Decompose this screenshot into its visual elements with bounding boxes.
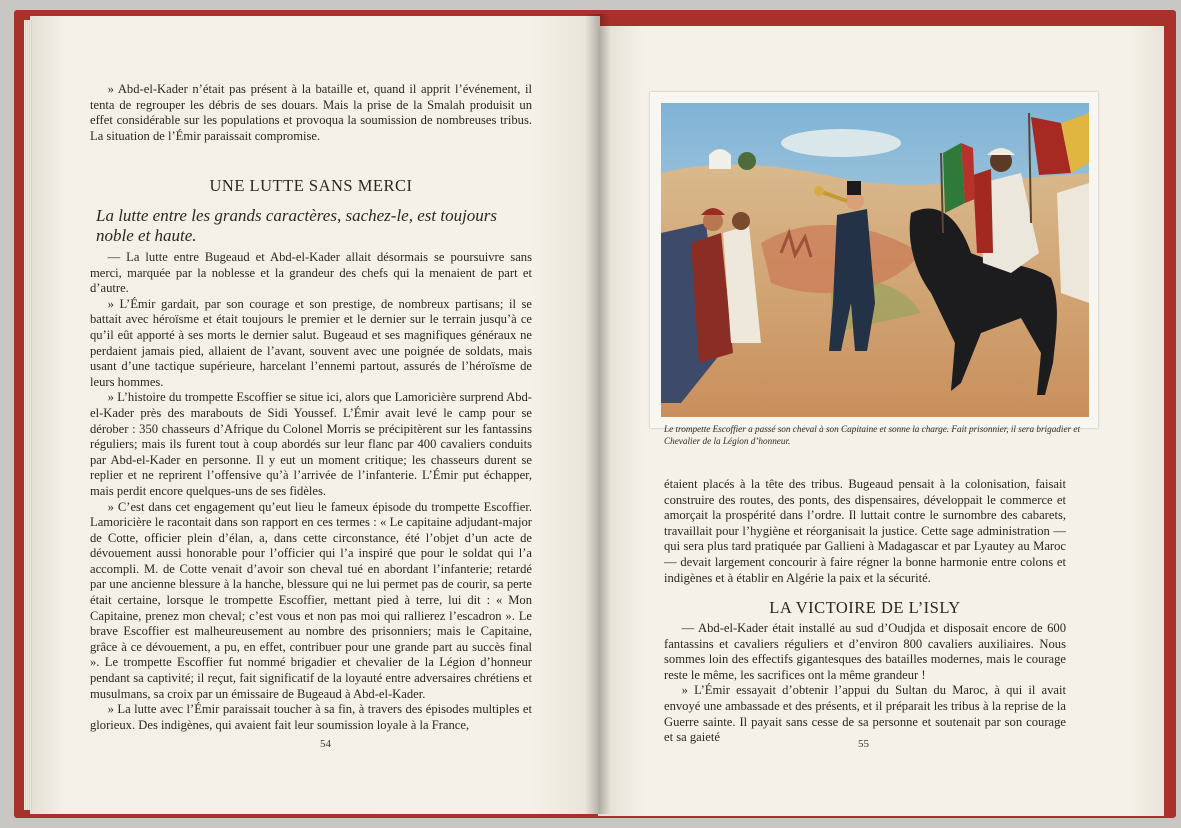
right-top-text — [664, 477, 1066, 586]
section-heading-right: LA VICTOIRE DE L’ISLY — [769, 598, 961, 617]
book-gutter — [585, 14, 611, 814]
page-number-right: 55 — [858, 738, 869, 750]
paragraph: » Abd-el-Kader n’était pas présent à la bataille et, quand il apprit l’événement, il tenta de regrouper les débris de ses douars. Mais la prise de la Smalah produisit un effet considérable sur les populations et provoqua la soumission de nombreuses tribus. La situation de l’Émir paraissait compromise. — [90, 82, 532, 143]
left-body-text — [90, 250, 532, 733]
paragraph: » La lutte avec l’Émir paraissait toucher à sa fin, à travers des épisodes multiples et glorieux. Des indigènes, qui avaient fait leur soumission loyale à la France, — [90, 702, 532, 732]
paragraph: — La lutte entre Bugeaud et Abd-el-Kader allait désormais se poursuivre sans merci, marquée par la noblesse et la grandeur des chefs qui la menaient de part et d’autre. — [90, 250, 532, 296]
paragraph: — Abd-el-Kader était installé au sud d’Oudjda et disposait encore de 600 fantassins et cavaliers réguliers et d’environ 800 cavaliers auxiliaires. Nous sommes loin des effectifs gigantesques des batailles modernes, mais le courage reste le même, les sacrifices ont la même grandeur ! — [664, 621, 1066, 682]
paragraph: » L’histoire du trompette Escoffier se situe ici, alors que Lamoricière surprend Abd-el-Kader près des marabouts de Sidi Youssef. L’Émir avait levé le camp pour se dérober : 350 chasseurs d’Afrique du Colonel Morris se précipitèrent sur les fantassins réguliers; mais ils furent tout à coup abordés sur leur flanc par 400 cavaliers conduits par Abd-el-Kader en personne. Il y eut un moment critique; les chasseurs durent se replier et ne reprirent l’offensive qu’à l’arrivée de l’infanterie. L’Émir put échapper, mais perdit encore quelques-uns de ses fidèles. — [90, 390, 532, 498]
illustration-caption: Le trompette Escoffier a passé son cheval à son Capitaine et sonne la charge. Fait prisonnier, il sera brigadier et Chevalier de la Légion d’honneur. — [664, 424, 1081, 446]
illustration-painting — [661, 103, 1089, 417]
paragraph: étaient placés à la tête des tribus. Bugeaud pensait à la colonisation, faisait construire des routes, des ponts, des dispensaires, développait le commerce et amorçait la prospérité dans l’ordre. Il luttait contre le surnombre des cabarets, travaillait pour l’hygiène et réorganisait la justice. Cette sage administration — qui sera plus tard pratiquée par Gallieni à Madagascar et par Lyautey au Maroc — devait largement concourir à faire régner la bonne harmonie entre colons et indigènes et à établir en Algérie la paix et la sécurité. — [664, 477, 1066, 585]
section-heading-left: UNE LUTTE SANS MERCI — [209, 176, 413, 195]
right-body-text — [664, 621, 1066, 746]
paragraph: » L’Émir essayait d’obtenir l’appui du Sultan du Maroc, à qui il avait envoyé une ambassade et des présents, et il préparait les tribus à la reprise de la Guerre sainte. Il payait sans cesse de sa personne et soutenait par son courage et sa gaieté — [664, 683, 1066, 745]
paragraph: » L’Émir gardait, par son courage et son prestige, de nombreux partisans; il se battait avec héroïsme et était toujours le premier et le dernier sur le terrain jusqu’à ce qu’il eût apporté à ses morts le dernier salut. Bugeaud et ses magnifiques généraux ne perdaient jamais pied, allaient de l’avant, souvent avec une poignée de soldats, mais usant d’une tactique supérieure, harcelant l’ennemi partout, assurés de l’héroïsme de leurs hommes. — [90, 296, 532, 389]
page-number-left: 54 — [320, 738, 331, 750]
section-subheading: La lutte entre les grands caractères, sachez-le, est toujours noble et haute. — [96, 206, 498, 245]
intro-paragraph — [90, 82, 532, 144]
paragraph: » C’est dans cet engagement qu’eut lieu le fameux épisode du trompette Escoffier. Lamoricière le racontait dans son rapport en ces termes : « Le capitaine adjudant-major de Cotte, officier plein d’élan, a, dans cette circonstance, été l’objet d’un acte de dévouement aussi honorable pour l’officier qui l’a inspiré que pour le soldat qui l’a accompli. M. de Cotte venait d’avoir son cheval tué en abordant l’infanterie; retardé par une ancienne blessure à la hanche, blessure qui ne lui permet pas de courir, sa perte était certaine, lorsque le trompette Escoffier, mettant pied à terre, lui dit : « Mon Capitaine, prenez mon cheval; c’est vous et non pas moi qui rallierez l’escadron ». Le brave Escoffier est malheureusement au nombre des prisonniers; mais le Capitaine, grâce à ce dévouement, a pu, en effet, contribuer pour une grande part au succès final ». Le trompette Escoffier fut nommé brigadier et chevalier de la Légion d’honneur pendant sa captivité; il reçut, fait significatif de la loyauté entre adversaires chrétiens et musulmans, sa croix par un émissaire de Bugeaud à Abd-el-Kader. — [90, 499, 532, 701]
